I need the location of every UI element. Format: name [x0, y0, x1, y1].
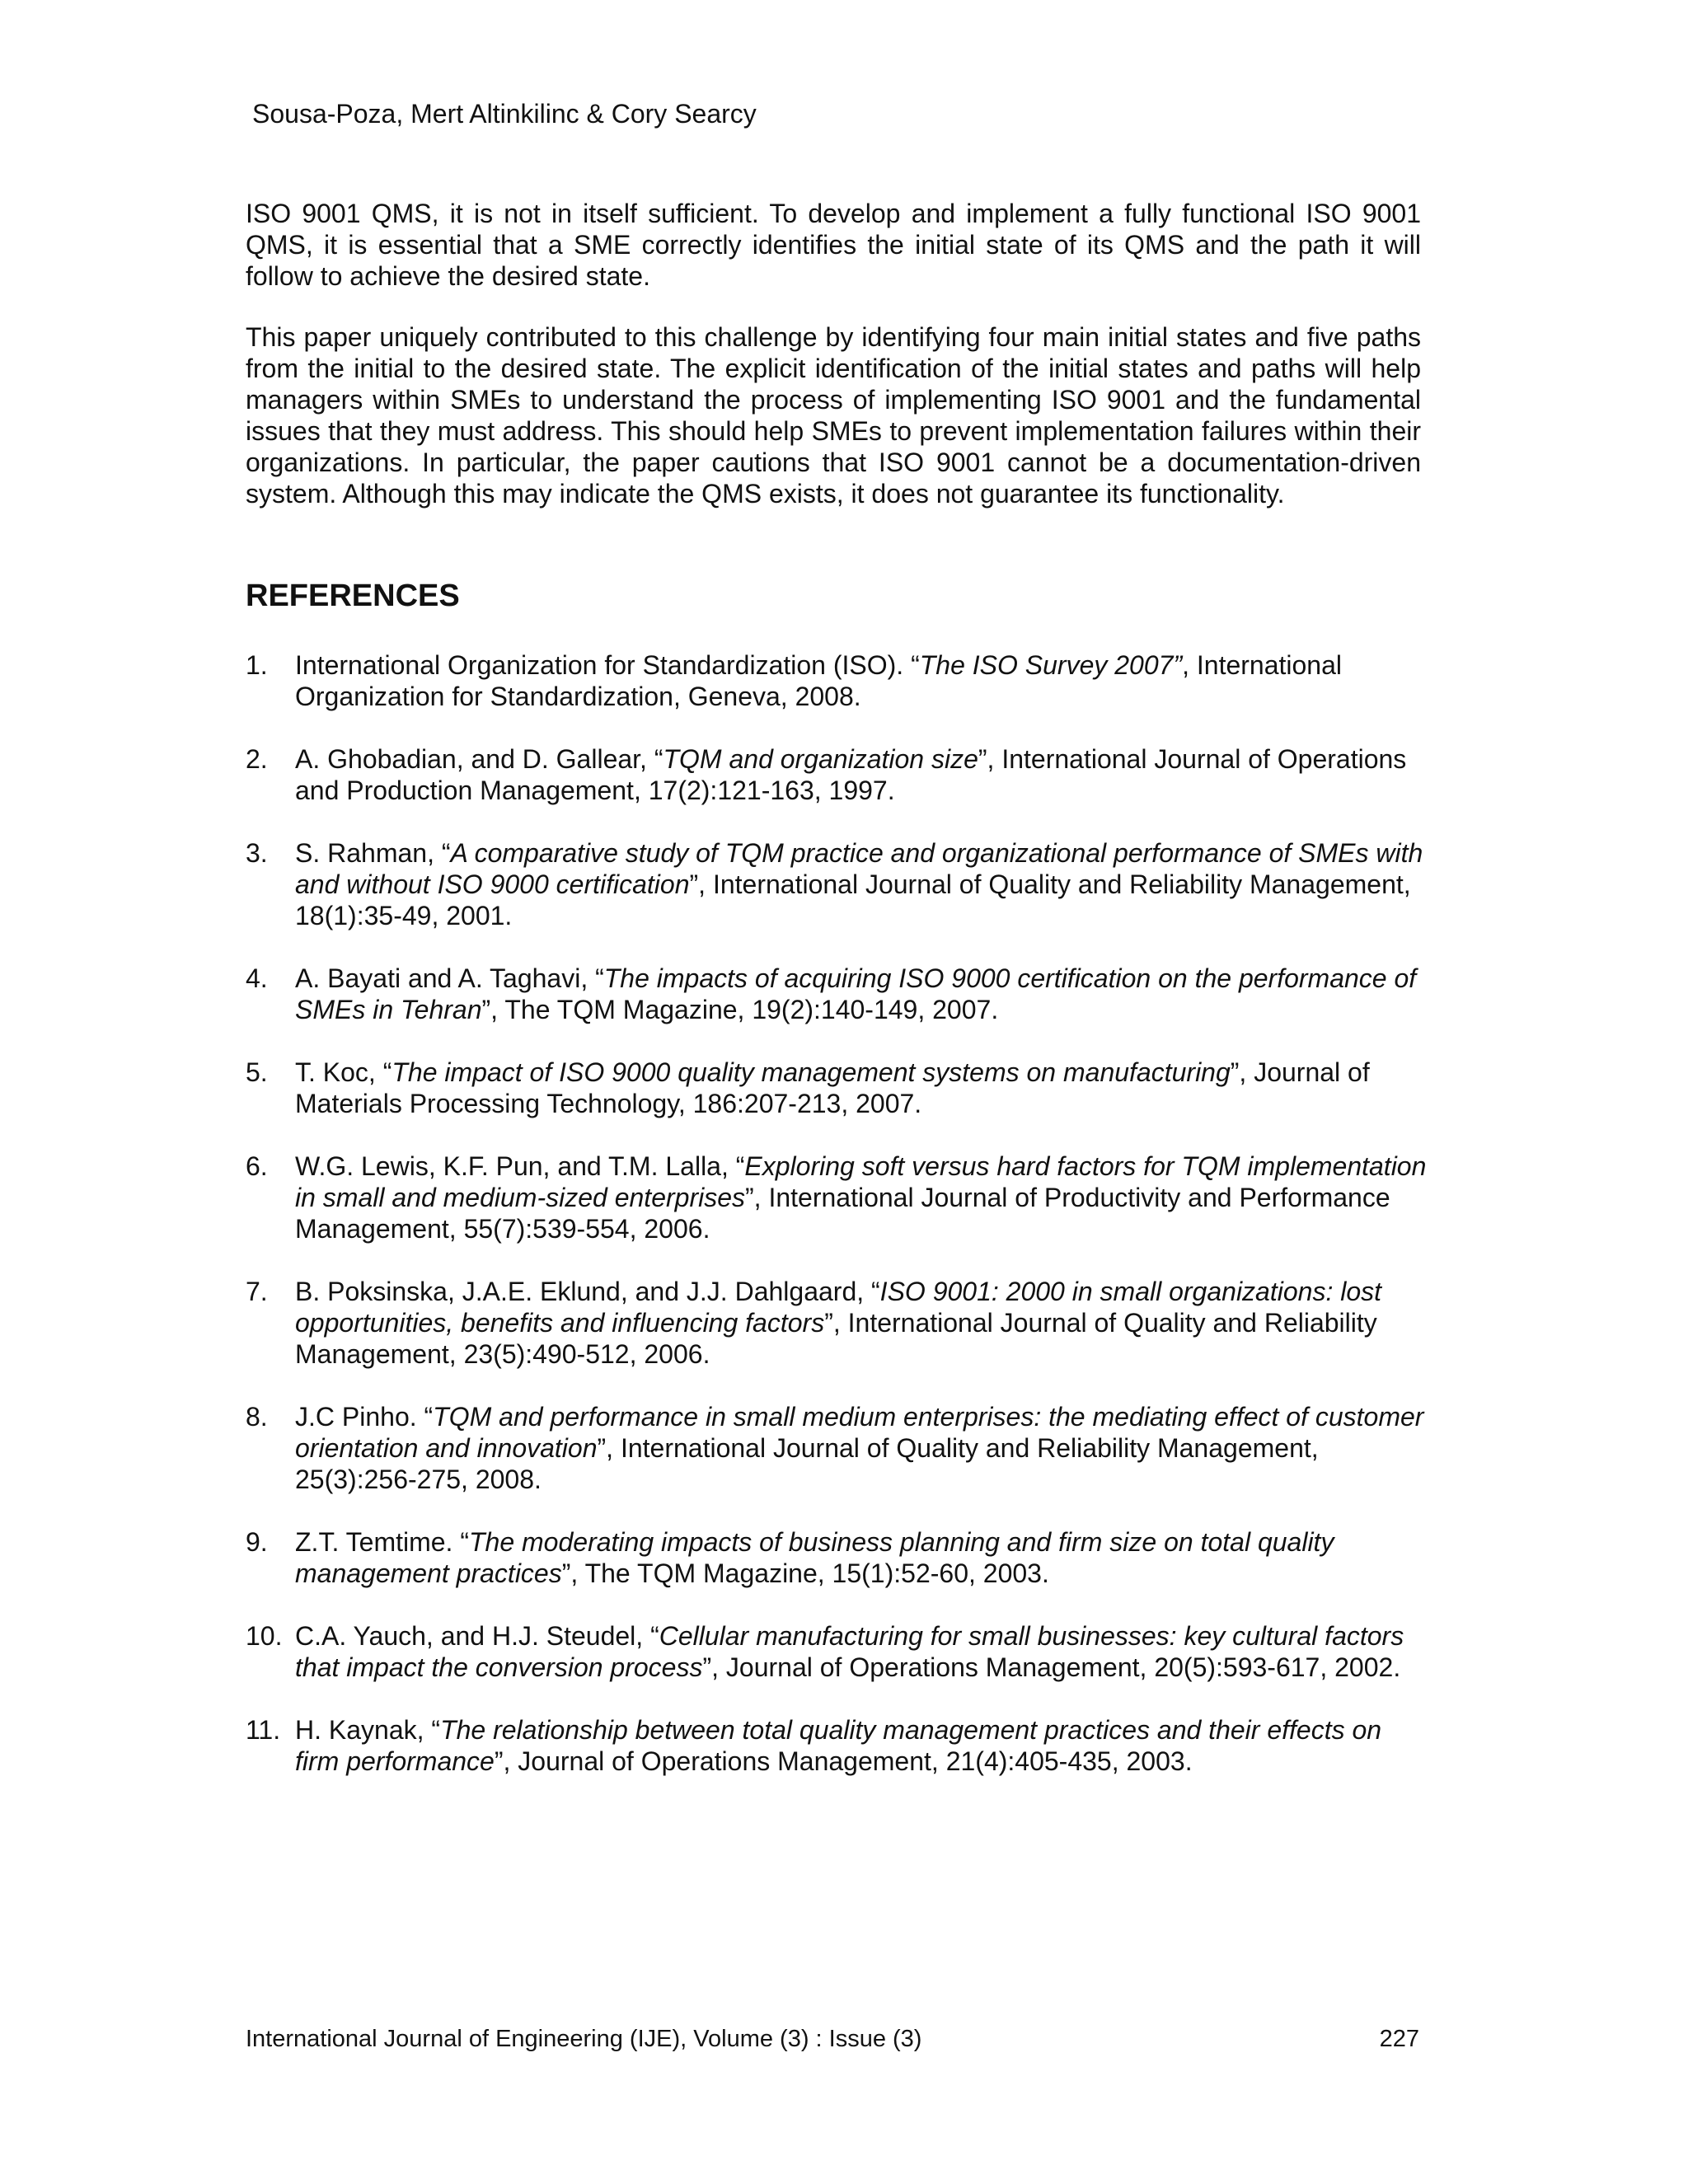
reference-item — [246, 743, 1432, 806]
reference-authors: J.C Pinho. “ — [295, 1402, 434, 1432]
reference-title: The relationship between total quality management practices and their effects on firm performance — [295, 1715, 1382, 1776]
reference-details: ”, International Journal of Quality and Reliability Management, 25(3):256-275, 2008. — [295, 1433, 1319, 1494]
reference-number: 1. — [246, 650, 268, 680]
references-heading: REFERENCES — [246, 579, 460, 613]
reference-number: 7. — [246, 1277, 268, 1306]
running-footer — [246, 2024, 1419, 2054]
reference-item — [246, 1620, 1432, 1683]
reference-item — [246, 963, 1432, 1025]
reference-title: A comparative study of TQM practice and organizational performance of SMEs with and without ISO 9000 certification — [295, 838, 1423, 899]
reference-authors: T. Koc, “ — [295, 1057, 392, 1087]
reference-authors: A. Bayati and A. Taghavi, “ — [295, 963, 604, 993]
reference-title: The ISO Survey 2007” — [919, 650, 1183, 680]
reference-details: , International Organization for Standardization, Geneva, 2008. — [295, 650, 1342, 711]
reference-authors: H. Kaynak, “ — [295, 1715, 441, 1745]
reference-number: 10. — [246, 1621, 283, 1651]
reference-authors: S. Rahman, “ — [295, 838, 451, 868]
reference-authors: C.A. Yauch, and H.J. Steudel, “ — [295, 1621, 659, 1651]
reference-text — [295, 650, 1342, 711]
reference-number: 2. — [246, 744, 268, 774]
reference-title: TQM and organization size — [663, 744, 978, 774]
reference-title: The impacts of acquiring ISO 9000 certification on the performance of SMEs in Tehran — [295, 963, 1417, 1024]
reference-number: 9. — [246, 1527, 268, 1557]
reference-authors: B. Poksinska, J.A.E. Eklund, and J.J. Dahlgaard, “ — [295, 1277, 880, 1306]
reference-text — [295, 963, 1416, 1024]
reference-number: 5. — [246, 1057, 268, 1087]
reference-authors: W.G. Lewis, K.F. Pun, and T.M. Lalla, “ — [295, 1151, 745, 1181]
reference-title: Exploring soft versus hard factors for TQM implementation in small and medium-sized enterprises — [295, 1151, 1427, 1212]
reference-text — [295, 1402, 1423, 1494]
running-header-authors: Sousa-Poza, Mert Altinkilinc & Cory Searcy — [252, 99, 757, 129]
body-paragraph-2: This paper uniquely contributed to this challenge by identifying four main initial states and five paths from the initial to the desired state. The explicit identification of the initial states and paths will help managers within SMEs to understand the process of implementing ISO 9001 and the fundamental issues that they must address. This should help SMEs to prevent implementation failures within their organizations. In particular, the paper cautions that ISO 9001 cannot be a documentation-driven system. Although this may indicate the QMS exists, it does not guarantee its functionality. — [246, 322, 1421, 509]
reference-details: ”, International Journal of Operations and Production Management, 17(2):121-163, 1997. — [295, 744, 1407, 805]
reference-item — [246, 1401, 1432, 1495]
reference-text — [295, 1277, 1381, 1369]
reference-text — [295, 838, 1423, 930]
reference-text — [295, 1715, 1381, 1776]
reference-title: The moderating impacts of business planning and firm size on total quality management practices — [295, 1527, 1334, 1588]
reference-item — [246, 1057, 1432, 1119]
reference-number: 4. — [246, 963, 268, 993]
reference-details: ”, The TQM Magazine, 19(2):140-149, 2007. — [481, 995, 999, 1024]
reference-authors: A. Ghobadian, and D. Gallear, “ — [295, 744, 663, 774]
reference-item — [246, 1714, 1432, 1777]
reference-item — [246, 1151, 1432, 1244]
reference-details: ”, International Journal of Quality and Reliability Management, 23(5):490-512, 2006. — [295, 1308, 1377, 1369]
reference-text — [295, 1621, 1404, 1682]
reference-authors: Z.T. Temtime. “ — [295, 1527, 469, 1557]
body-paragraph-1: ISO 9001 QMS, it is not in itself sufficient. To develop and implement a fully functional ISO 9001 QMS, it is essential that a SME correctly identifies the initial state of its QMS and the path it will follow to achieve the desired state. — [246, 199, 1421, 291]
reference-text — [295, 1527, 1334, 1588]
reference-number: 11. — [246, 1715, 281, 1745]
reference-details: ”, Journal of Materials Processing Technology, 186:207-213, 2007. — [295, 1057, 1370, 1118]
reference-details: ”, Journal of Operations Management, 21(4):405-435, 2003. — [494, 1746, 1193, 1776]
reference-details: ”, International Journal of Productivity and Performance Management, 55(7):539-554, 2006. — [295, 1183, 1390, 1244]
reference-number: 3. — [246, 838, 268, 868]
reference-details: ”, Journal of Operations Management, 20(5):593-617, 2002. — [702, 1652, 1401, 1682]
reference-item — [246, 1526, 1432, 1589]
reference-text — [295, 744, 1406, 805]
reference-title: The impact of ISO 9000 quality management systems on manufacturing — [392, 1057, 1231, 1087]
footer-page-number: 227 — [1379, 2026, 1419, 2052]
reference-item — [246, 837, 1432, 931]
reference-details: ”, International Journal of Quality and Reliability Management, 18(1):35-49, 2001. — [295, 869, 1411, 930]
reference-list — [246, 649, 1432, 1808]
reference-title: TQM and performance in small medium enterprises: the mediating effect of customer orientation and innovation — [295, 1402, 1424, 1463]
reference-item — [246, 1276, 1432, 1370]
reference-authors: International Organization for Standardization (ISO). “ — [295, 650, 920, 680]
reference-text — [295, 1057, 1370, 1118]
reference-number: 8. — [246, 1402, 268, 1432]
reference-title: ISO 9001: 2000 in small organizations: lost opportunities, benefits and influencing factors — [295, 1277, 1382, 1338]
reference-text — [295, 1151, 1426, 1244]
reference-details: ”, The TQM Magazine, 15(1):52-60, 2003. — [561, 1558, 1049, 1588]
reference-title: Cellular manufacturing for small businesses: key cultural factors that impact the conversion process — [295, 1621, 1404, 1682]
reference-number: 6. — [246, 1151, 268, 1181]
footer-journal-info: International Journal of Engineering (IJE), Volume (3) : Issue (3) — [246, 2026, 922, 2052]
reference-item — [246, 649, 1432, 712]
